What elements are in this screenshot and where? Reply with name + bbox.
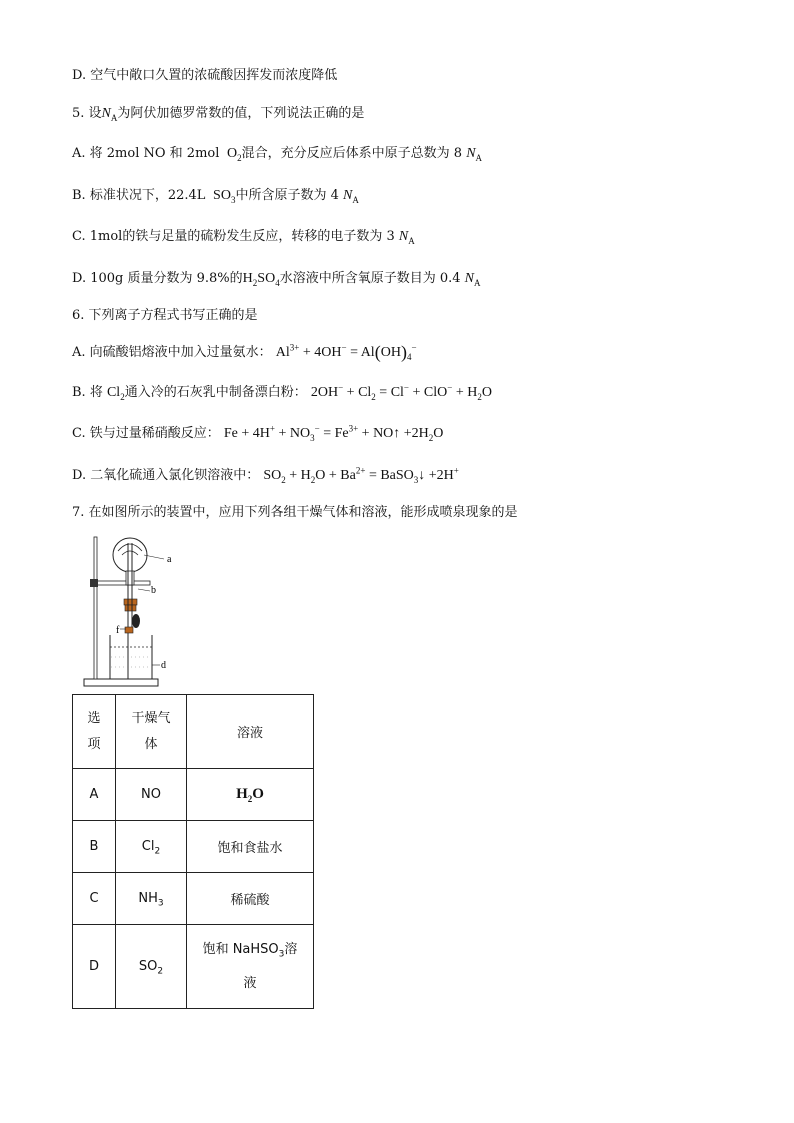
header-option: 选 项 bbox=[73, 695, 116, 769]
figure-label-b: b bbox=[151, 585, 156, 596]
table-row bbox=[73, 925, 314, 1009]
q6-option-b: B. 将 $Cl_2$通入冷的石灰乳中制备漂白粉： $2OH^- + Cl_2 = Cl^- + ClO^- + H_2O$ bbox=[72, 382, 492, 402]
q5-option-d: D. 100g 质量分数为 9.8%的$H_2SO_4$水溶液中所含氧原子数目为 0.4 $N_A$ bbox=[72, 271, 481, 288]
header-solution: 溶液 bbox=[187, 695, 314, 769]
header-gas: 干燥气 体 bbox=[116, 695, 187, 769]
row-solution: 稀硫酸 bbox=[187, 873, 314, 925]
row-gas: $SO_2$ bbox=[116, 925, 187, 1009]
figure-label-d: d bbox=[161, 660, 166, 671]
row-solution: $H_2O$ bbox=[187, 769, 314, 821]
table-row bbox=[73, 821, 314, 873]
table-row bbox=[73, 873, 314, 925]
table-header-row bbox=[73, 695, 314, 769]
q5-option-c: C. 1mol的铁与足量的硫粉发生反应，转移的电子数为 3 $N_A$ bbox=[72, 229, 415, 246]
q5-option-b: B. 标准状况下，22.4L $SO_3$中所含原子数为 4 $N_A$ bbox=[72, 188, 359, 205]
q5-stem: 5. 设$N_A$为阿伏加德罗常数的值，下列说法正确的是 bbox=[72, 106, 365, 123]
row-solution: 饱和食盐水 bbox=[187, 821, 314, 873]
q6-option-d: D. 二氧化硫通入氯化钡溶液中： $SO_2 + H_2O + Ba^{2+}$ = BaSO$_3$↓ +2H+ bbox=[72, 465, 459, 485]
row-gas: NO bbox=[116, 769, 187, 821]
row-solution: 饱和 NaHSO$_3$溶 液 bbox=[187, 925, 314, 1009]
table-row bbox=[73, 769, 314, 821]
row-option: D bbox=[73, 925, 116, 1009]
figure-label-a: a bbox=[167, 554, 172, 565]
row-gas: $Cl_2$ bbox=[116, 821, 187, 873]
row-option: B bbox=[73, 821, 116, 873]
q6-option-a: A. 向硫酸铝熔液中加入过量氨水： $Al^{3+} + 4OH^- = Al(OH)_4^-$ bbox=[72, 342, 417, 362]
q6-stem: 6. 下列离子方程式书写正确的是 bbox=[72, 308, 258, 323]
fountain-apparatus-figure bbox=[80, 533, 190, 693]
row-gas: $NH_3$ bbox=[116, 873, 187, 925]
q7-stem: 7. 在如图所示的装置中，应用下列各组干燥气体和溶液，能形成喷泉现象的是 bbox=[72, 505, 518, 520]
q6-option-c: C. 铁与过量稀硝酸反应： $Fe + 4H^+ + NO_3^- = Fe^{3+}$ + NO↑ $+2H_2O$ bbox=[72, 423, 444, 443]
row-option: A bbox=[73, 769, 116, 821]
q4-option-d: D. 空气中敞口久置的浓硫酸因挥发而浓度降低 bbox=[72, 68, 338, 83]
q7-options-table bbox=[72, 694, 314, 1009]
q5-option-a: A. 将 2mol NO 和 2mol $O_2$混合，充分反应后体系中原子总数为 8 $N_A$ bbox=[72, 146, 483, 163]
row-option: C bbox=[73, 873, 116, 925]
figure-label-f: f bbox=[116, 625, 120, 636]
